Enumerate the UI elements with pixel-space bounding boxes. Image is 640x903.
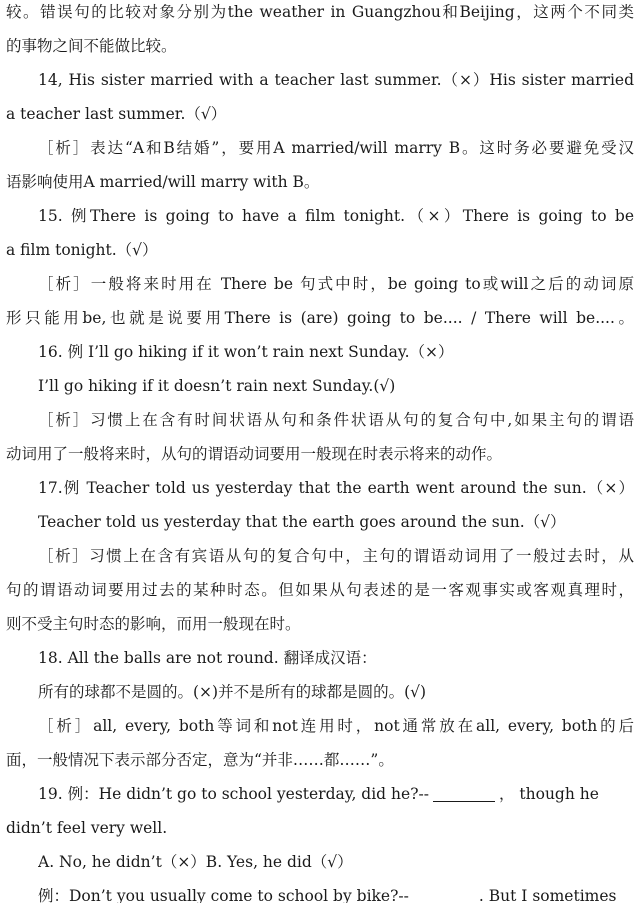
text-line: ［析］一般将来时用在 There be 句式中时，be going to或will之后的动词原 [38,275,634,293]
text-line: I’ll go hiking if it doesn’t rain next Sunday.(√) [38,377,396,395]
question-19-text: 19. 例：He didn’t go to school yesterday, did he?-- [38,785,429,803]
text-line: ［析］all, every, both等词和not连用时，not通常放在all, every, both的后 [38,717,634,735]
text-line: 14, His sister married with a teacher last summer.（×）His sister married [38,71,634,89]
question-19-text-end: ， though he [498,785,599,803]
text-line: A. No, he didn’t（×）B. Yes, he did（√） [38,853,353,871]
example-line [38,879,634,903]
text-line: ［析］习惯上在含有宾语从句的复合句中，主句的谓语动词用了一般过去时，从 [38,547,634,565]
text-line: 较。错误句的比较对象分别为the weather in Guangzhou和Beijing，这两个不同类 [6,3,634,21]
text-line: 形只能用be,也就是说要用There is (are) going to be.... / There will be....。 [6,309,634,327]
answer-blank [433,785,495,802]
text-line: didn’t feel very well. [6,819,168,837]
text-line: 句的谓语动词要用过去的某种时态。但如果从句表述的是一客观事实或客观真理时， [6,581,634,599]
text-line: 17.例 Teacher told us yesterday that the earth went around the sun.（×） [38,479,634,497]
text-line: 18. All the balls are not round. 翻译成汉语： [38,649,377,667]
question-19-line [38,777,634,811]
text-line: 所有的球都不是圆的。(×)并不是所有的球都是圆的。(√) [38,683,427,701]
text-line: 16. 例 I’ll go hiking if it won’t rain next Sunday.（×） [38,343,454,361]
text-line: 则不受主句时态的影响，而用一般现在时。 [6,615,301,633]
example-text-end: . But I sometimes [478,887,617,903]
text-line: 语影响使用A married/will marry with B。 [6,173,320,191]
answer-blank [413,887,475,903]
text-line: 的事物之间不能做比较。 [6,37,177,55]
text-line: ［析］习惯上在含有时间状语从句和条件状语从句的复合句中,如果主句的谓语 [38,411,634,429]
example-text: 例：Don’t you usually come to school by bike?-- [38,887,409,903]
text-line: a film tonight.（√） [6,241,158,259]
text-line: a teacher last summer.（√） [6,105,227,123]
text-line: 15. 例There is going to have a film tonight.（×）There is going to be [38,207,634,225]
text-line: ［析］表达“A和B结婚”，要用A married/will marry B。这时务必要避免受汉 [38,139,634,157]
text-line: 面，一般情况下表示部分否定，意为“并非……都……”。 [6,751,394,769]
text-line: 动词用了一般将来时，从句的谓语动词要用一般现在时表示将来的动作。 [6,445,503,463]
text-line: Teacher told us yesterday that the earth goes around the sun.（√） [38,513,566,531]
